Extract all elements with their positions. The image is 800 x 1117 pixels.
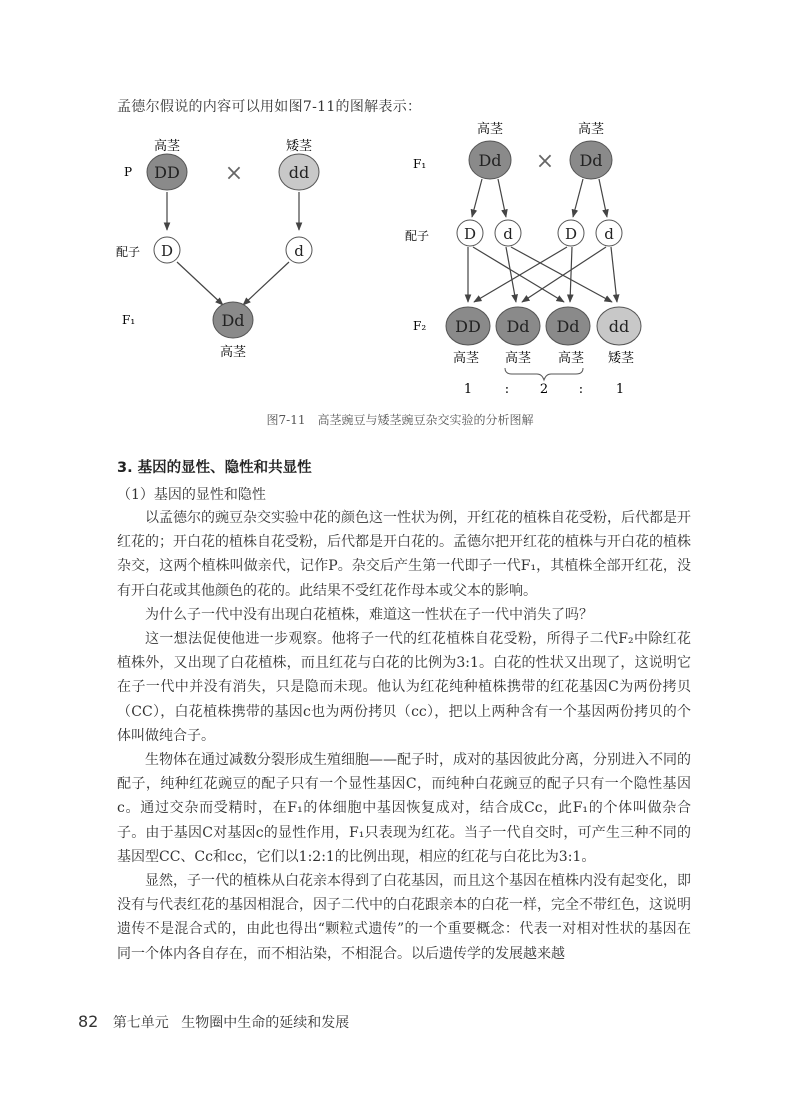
parent2-genotype: dd — [288, 163, 310, 182]
cross-symbol: × — [224, 161, 244, 186]
parent1-trait: 高茎 — [476, 122, 504, 137]
arrow — [570, 247, 572, 302]
paragraph: 为什么子一代中没有出现白花植株，难道这一性状在子一代中消失了吗？ — [145, 606, 593, 623]
figure-caption: 图7-11 高茎豌豆与矮茎豌豆杂交实验的分析图解 — [266, 413, 534, 427]
row-label-p: P — [124, 165, 133, 179]
paragraph: 以孟德尔的豌豆杂交实验中花的颜色这一性状为例，开红花的植株自花受粉，后代都是开红花的；开白花的植株自花受粉，后代都是开白花的。孟德尔把开红花的植株与开白花的植株杂交，这两个植株叫做亲代，记作P。杂交后产生第一代即子一代F₁，其植株全部开红花，没有开白花或其他颜色的花的。此结果不受红花作母本或父本的影响。 — [117, 510, 691, 599]
arrow — [611, 247, 617, 302]
cross-symbol: × — [535, 149, 555, 174]
cross-diagram — [0, 0, 800, 410]
parent1-trait: 高茎 — [153, 139, 181, 154]
offspring-trait: 高茎 — [452, 351, 480, 366]
brace — [505, 368, 583, 380]
page-number: 82 — [78, 1012, 99, 1031]
arrow — [243, 262, 289, 305]
page-footer — [78, 1012, 349, 1032]
offspring-genotype: Dd — [506, 317, 530, 336]
gamete-label: D — [564, 225, 578, 243]
gamete-label: d — [503, 225, 513, 243]
section-title: 3. 基因的显性、隐性和共显性 — [117, 460, 312, 476]
subsection-title: （1）基因的显性和隐性 — [117, 487, 266, 503]
arrow — [511, 247, 612, 302]
ratio-value: 1 — [615, 382, 625, 397]
ratio-separator: : — [578, 382, 584, 397]
parent1-genotype: Dd — [478, 151, 502, 170]
unit-title: 生物圈中生命的延续和发展 — [181, 1015, 350, 1031]
row-label-gamete: 配子 — [116, 245, 141, 259]
arrow — [177, 262, 223, 305]
paragraph: 显然，子一代的植株从白花亲本得到了白花基因，而且这个基因在植株内没有起变化，即没有与代表红花的基因相混合，因子二代中的白花跟亲本的白花一样，完全不带红色，这说明遗传不是混合式的，由此也得出“颗粒式遗传”的一个重要概念：代表一对相对性状的基因在同一个体内各自存在，而不相沾染，不相混合。以后遗传学的发展越来越 — [117, 873, 691, 962]
ratio-value: 2 — [539, 382, 549, 397]
offspring-genotype: DD — [455, 317, 481, 336]
ratio-separator: : — [504, 382, 510, 397]
arrow — [599, 179, 607, 217]
row-label-gamete: 配子 — [405, 229, 430, 243]
gamete2-label: d — [294, 242, 304, 260]
arrow — [506, 247, 516, 302]
unit-label: 第七单元 — [112, 1015, 169, 1031]
arrow — [474, 247, 567, 302]
arrow — [498, 179, 506, 217]
offspring-trait: 高茎 — [557, 351, 585, 366]
row-label-f1: F₁ — [413, 157, 427, 171]
offspring-trait: 矮茎 — [607, 351, 635, 366]
offspring-trait: 高茎 — [504, 351, 532, 366]
paragraph: 这一想法促使他进一步观察。他将子一代的红花植株自花受粉，所得子二代F₂中除红花植株外，又出现了白花植株，而且红花与白花的比例为3:1。白花的性状又出现了，这说明它在子一代中并没有消失，只是隐而未现。他认为红花纯种植株携带的红花基因C为两份拷贝（CC），白花植株携带的基因c也为两份拷贝（cc），把以上两种含有一个基因两份拷贝的个体叫做纯合子。 — [117, 631, 691, 744]
offspring-trait: 高茎 — [219, 345, 247, 360]
ratio-value: 1 — [463, 382, 473, 397]
parent1-genotype: DD — [154, 163, 180, 182]
gamete1-label: D — [160, 242, 174, 260]
intro-text: 孟德尔假说的内容可以用如图7-11的图解表示： — [117, 99, 422, 115]
offspring-genotype: Dd — [556, 317, 580, 336]
paragraph: 生物体在通过减数分裂形成生殖细胞——配子时，成对的基因彼此分离，分别进入不同的配子，纯种红花豌豆的配子只有一个显性基因C，而纯种白花豌豆的配子只有一个隐性基因c。通过交杂而受精时，在F₁的体细胞中基因恢复成对，结合成Cc，此F₁的个体叫做杂合子。由于基因C对基因c的显性作用，F₁只表现为红花。当子一代自交时，可产生三种不同的基因型CC、Cc和cc，它们以1:2:1的比例出现，相应的红花与白花比为3:1。 — [117, 752, 691, 865]
arrow — [573, 179, 583, 217]
parent2-trait: 矮茎 — [285, 139, 313, 154]
offspring-genotype: dd — [608, 317, 630, 336]
parent2-genotype: Dd — [579, 151, 603, 170]
row-label-f2: F₂ — [413, 319, 427, 333]
arrow — [473, 247, 564, 302]
arrow — [472, 179, 482, 217]
arrow — [522, 247, 606, 302]
body-text — [117, 506, 691, 966]
right-cross — [405, 121, 641, 397]
parent2-trait: 高茎 — [577, 122, 605, 137]
row-label-f1: F₁ — [122, 313, 136, 327]
left-cross — [116, 138, 319, 360]
gamete-label: D — [463, 225, 477, 243]
offspring-genotype: Dd — [221, 311, 245, 330]
gamete-label: d — [604, 225, 614, 243]
